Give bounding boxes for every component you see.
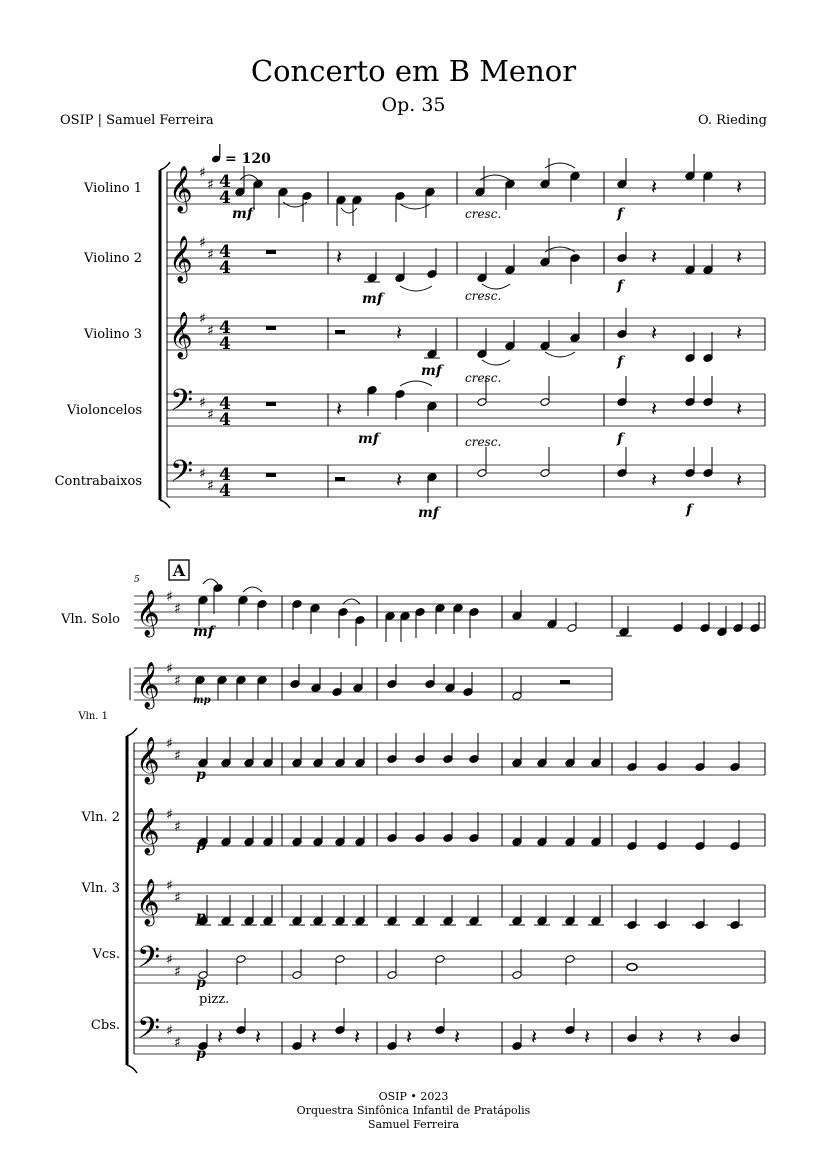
quarter-rest-icon: 𝄽 — [396, 321, 403, 345]
dynamic-mark: f — [617, 431, 624, 447]
dynamic-mark: p — [196, 1046, 206, 1062]
dynamic-mark: cresc. — [465, 371, 502, 385]
staff — [134, 941, 765, 983]
staff-label-contrabaixos: Contrabaixos — [54, 474, 142, 489]
quarter-rest-icon: 𝄽 — [584, 1025, 591, 1049]
dynamic-mark: f — [617, 354, 624, 370]
sharp-icon: ♯ — [199, 395, 206, 411]
slur — [400, 286, 432, 291]
dynamic-mark: mf — [358, 431, 379, 447]
slur — [545, 352, 575, 357]
quarter-rest-icon: 𝄽 — [651, 175, 658, 199]
quarter-rest-icon: 𝄽 — [651, 245, 658, 269]
quarter-rest-icon: 𝄽 — [396, 468, 403, 492]
staff-label-violino-2: Violino 2 — [83, 251, 142, 266]
dynamic-mark: p — [196, 975, 206, 991]
staff — [167, 455, 765, 501]
sharp-icon: ♯ — [166, 807, 173, 823]
slur — [400, 381, 432, 386]
time-signature-top: 4 — [219, 172, 231, 192]
staff — [167, 384, 765, 430]
time-signature-top: 4 — [219, 465, 231, 485]
time-signature-top: 4 — [219, 318, 231, 338]
dynamic-mark: p — [196, 767, 206, 783]
dynamic-mark: mf — [418, 505, 439, 521]
quarter-rest-icon: 𝄽 — [311, 1025, 318, 1049]
sharp-icon: ♯ — [166, 661, 173, 677]
dynamic-mark: cresc. — [465, 435, 502, 449]
staff-label-vcs: Vcs. — [92, 947, 120, 962]
rehearsal-mark: A — [172, 561, 186, 580]
sharp-icon: ♯ — [166, 736, 173, 752]
sharp-icon: ♯ — [207, 478, 214, 494]
sharp-icon: ♯ — [174, 748, 181, 764]
staff-label-violino-1: Violino 1 — [83, 181, 142, 196]
dynamic-mark: f — [617, 278, 624, 294]
vln-3-notes — [195, 895, 743, 929]
sharp-icon: ♯ — [199, 235, 206, 251]
time-signature-bottom: 4 — [219, 410, 231, 430]
quarter-rest-icon: 𝄽 — [658, 1025, 665, 1049]
vln-2-notes — [198, 812, 740, 850]
sharp-icon: ♯ — [174, 1035, 181, 1051]
staff — [134, 807, 765, 856]
staff — [167, 311, 765, 360]
sharp-icon: ♯ — [199, 311, 206, 327]
footer-line-2: Orquestra Sinfônica Infantil de Pratápolis — [296, 1104, 531, 1117]
dynamic-mark: mf — [232, 206, 253, 222]
sharp-icon: ♯ — [199, 466, 206, 482]
staff-label-vln-3: Vln. 3 — [81, 881, 120, 896]
sharp-icon: ♯ — [207, 323, 214, 339]
sharp-icon: ♯ — [174, 890, 181, 906]
quarter-rest-icon: 𝄽 — [354, 1025, 361, 1049]
dynamic-mark: mf — [421, 363, 442, 379]
dynamic-mark: p — [196, 838, 206, 854]
sharp-icon: ♯ — [166, 589, 173, 605]
sharp-icon: ♯ — [174, 819, 181, 835]
sharp-icon: ♯ — [207, 177, 214, 193]
dynamic-mark: cresc. — [465, 207, 502, 221]
staff-label-cbs: Cbs. — [90, 1018, 120, 1033]
staff-label-vln-solo: Vln. Solo — [61, 612, 120, 627]
whole-rest — [266, 402, 276, 406]
sharp-icon: ♯ — [207, 407, 214, 423]
slur — [482, 360, 510, 365]
quarter-rest-icon: 𝄽 — [736, 397, 743, 421]
treble-clef-icon: 𝄞 — [169, 312, 193, 358]
footer-line-3: Samuel Ferreira — [367, 1118, 460, 1131]
quarter-rest-icon: 𝄽 — [736, 321, 743, 345]
dynamic-mark: mf — [193, 624, 214, 640]
sharp-icon: ♯ — [174, 964, 181, 980]
slur — [341, 208, 357, 213]
quarter-rest-icon: 𝄽 — [736, 175, 743, 199]
half-rest — [335, 477, 345, 481]
dynamic-mark: mf — [362, 291, 383, 307]
violino-2-notes — [266, 232, 742, 291]
quarter-rest-icon: 𝄽 — [406, 1025, 413, 1049]
quarter-rest-icon: 𝄽 — [736, 468, 743, 492]
quarter-rest-icon: 𝄽 — [651, 468, 658, 492]
half-rest — [560, 680, 570, 684]
whole-rest — [266, 326, 276, 330]
treble-clef-icon: 𝄞 — [136, 879, 160, 925]
treble-clef-icon: 𝄞 — [136, 590, 160, 636]
time-signature-top: 4 — [219, 242, 231, 262]
staff-label-vln-1: Vln. 1 — [78, 711, 108, 722]
bass-clef-icon: 𝄢 — [137, 941, 161, 982]
sharp-icon: ♯ — [166, 952, 173, 968]
treble-clef-icon: 𝄞 — [136, 808, 160, 854]
measure-number: 5 — [134, 575, 140, 585]
time-signature-top: 4 — [219, 394, 231, 414]
whole-rest — [266, 473, 276, 477]
tempo-marking — [211, 144, 271, 167]
quarter-rest-icon: 𝄽 — [696, 1025, 703, 1049]
violoncelos-notes — [266, 376, 742, 432]
violino-3-notes — [266, 308, 742, 365]
half-rest — [335, 330, 345, 334]
vln-1-ossia-notes — [195, 664, 570, 700]
dynamic-mark: mp — [193, 695, 211, 706]
slur — [240, 175, 258, 180]
opus-number: Op. 35 — [381, 94, 446, 116]
treble-clef-icon: 𝄞 — [136, 662, 160, 708]
score-title: Concerto em B Menor — [250, 54, 577, 88]
quarter-rest-icon: 𝄽 — [255, 1025, 262, 1049]
staff — [167, 235, 765, 284]
staff — [134, 1012, 765, 1054]
tempo-text: = 120 — [225, 151, 271, 167]
staff-label-violoncelos: Violoncelos — [66, 403, 142, 418]
slur — [343, 599, 360, 604]
quarter-rest-icon: 𝄽 — [531, 1025, 538, 1049]
bass-clef-icon: 𝄢 — [137, 1012, 161, 1053]
time-signature-bottom: 4 — [219, 481, 231, 501]
bass-clef-icon: 𝄢 — [170, 384, 194, 425]
cbs-notes — [198, 1008, 740, 1050]
dynamic-mark: p — [196, 909, 206, 925]
staff-label-vln-2: Vln. 2 — [81, 810, 120, 825]
contrabaixos-notes — [266, 447, 742, 503]
composer-credit: O. Rieding — [698, 113, 767, 128]
vln-1-notes — [198, 733, 740, 771]
treble-clef-icon: 𝄞 — [169, 166, 193, 212]
footer-line-1: OSIP • 2023 — [378, 1090, 449, 1103]
treble-clef-icon: 𝄞 — [169, 236, 193, 282]
slur — [243, 587, 262, 592]
slur — [203, 579, 218, 584]
sharp-icon: ♯ — [174, 601, 181, 617]
sharp-icon: ♯ — [207, 247, 214, 263]
dynamic-mark: cresc. — [465, 289, 502, 303]
whole-rest — [266, 250, 276, 254]
whole-note — [627, 964, 637, 971]
dynamic-mark: f — [617, 206, 624, 222]
dynamic-mark: f — [686, 502, 693, 518]
quarter-rest-icon: 𝄽 — [336, 397, 343, 421]
quarter-rest-icon: 𝄽 — [651, 397, 658, 421]
bass-clef-icon: 𝄢 — [170, 455, 194, 496]
bracket-bottom — [160, 500, 170, 508]
quarter-rest-icon: 𝄽 — [736, 245, 743, 269]
quarter-rest-icon: 𝄽 — [454, 1025, 461, 1049]
staff — [134, 589, 765, 638]
footer — [0, 1090, 827, 1132]
time-signature-bottom: 4 — [219, 188, 231, 208]
staff-label-violino-3: Violino 3 — [83, 327, 142, 342]
quarter-rest-icon: 𝄽 — [336, 245, 343, 269]
sharp-icon: ♯ — [199, 165, 206, 181]
sharp-icon: ♯ — [166, 878, 173, 894]
time-signature-bottom: 4 — [219, 258, 231, 278]
bracket-top — [127, 728, 137, 736]
quarter-rest-icon: 𝄽 — [217, 1025, 224, 1049]
quarter-rest-icon: 𝄽 — [651, 321, 658, 345]
sharp-icon: ♯ — [166, 1023, 173, 1039]
treble-clef-icon: 𝄞 — [136, 737, 160, 783]
time-signature-bottom: 4 — [219, 334, 231, 354]
technique-text: pizz. — [199, 992, 230, 1007]
bracket-bottom — [127, 1065, 137, 1073]
sharp-icon: ♯ — [174, 673, 181, 689]
arranger-credit: OSIP | Samuel Ferreira — [60, 113, 214, 128]
